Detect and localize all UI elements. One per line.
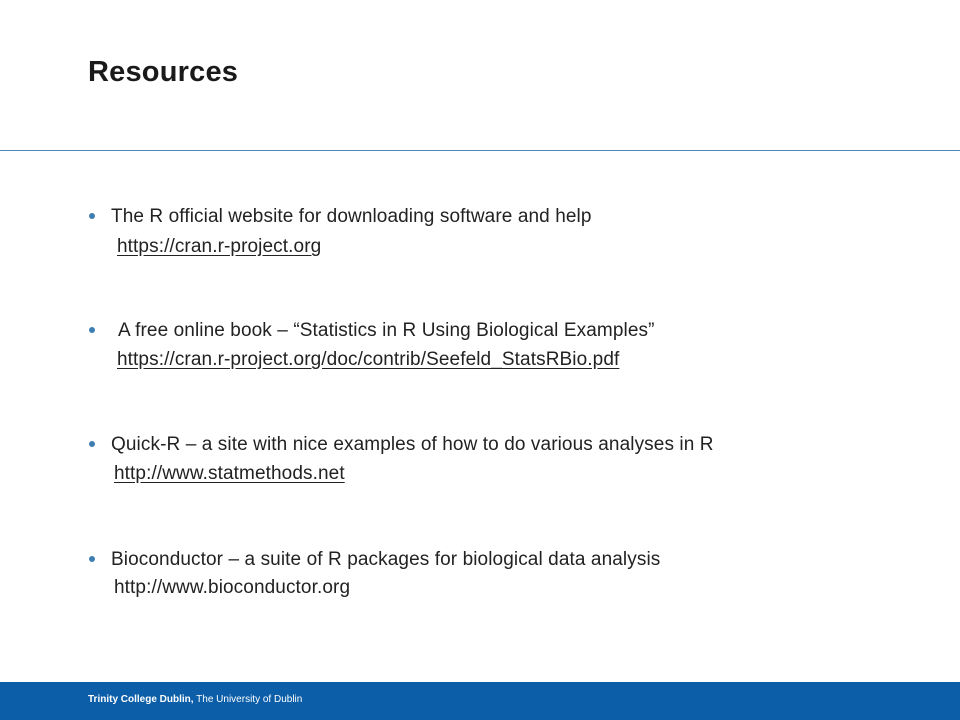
- resource-description: The R official website for downloading software and help: [111, 206, 592, 227]
- resource-description: Bioconductor – a suite of R packages for biological data analysis: [111, 549, 661, 570]
- bullet-dot-icon: [89, 213, 95, 219]
- resource-link[interactable]: http://www.statmethods.net: [114, 463, 345, 484]
- footer-institution-name: Trinity College Dublin,: [88, 694, 194, 705]
- bullet-dot-icon: [89, 556, 95, 562]
- resource-description: Quick-R – a site with nice examples of how to do various analyses in R: [111, 434, 714, 455]
- slide-title: Resources: [88, 56, 239, 88]
- resource-description: A free online book – “Statistics in R Using Biological Examples”: [118, 320, 655, 341]
- bullet-dot-icon: [89, 327, 95, 333]
- bullet-dot-icon: [89, 441, 95, 447]
- resource-link[interactable]: https://cran.r-project.org: [117, 236, 322, 257]
- resource-link[interactable]: http://www.bioconductor.org: [114, 577, 351, 598]
- footer-institution-subtitle: The University of Dublin: [196, 694, 303, 705]
- footer-institution: [88, 694, 302, 705]
- footer-bar: [0, 682, 960, 720]
- resource-link[interactable]: https://cran.r-project.org/doc/contrib/Seefeld_StatsRBio.pdf: [117, 349, 620, 370]
